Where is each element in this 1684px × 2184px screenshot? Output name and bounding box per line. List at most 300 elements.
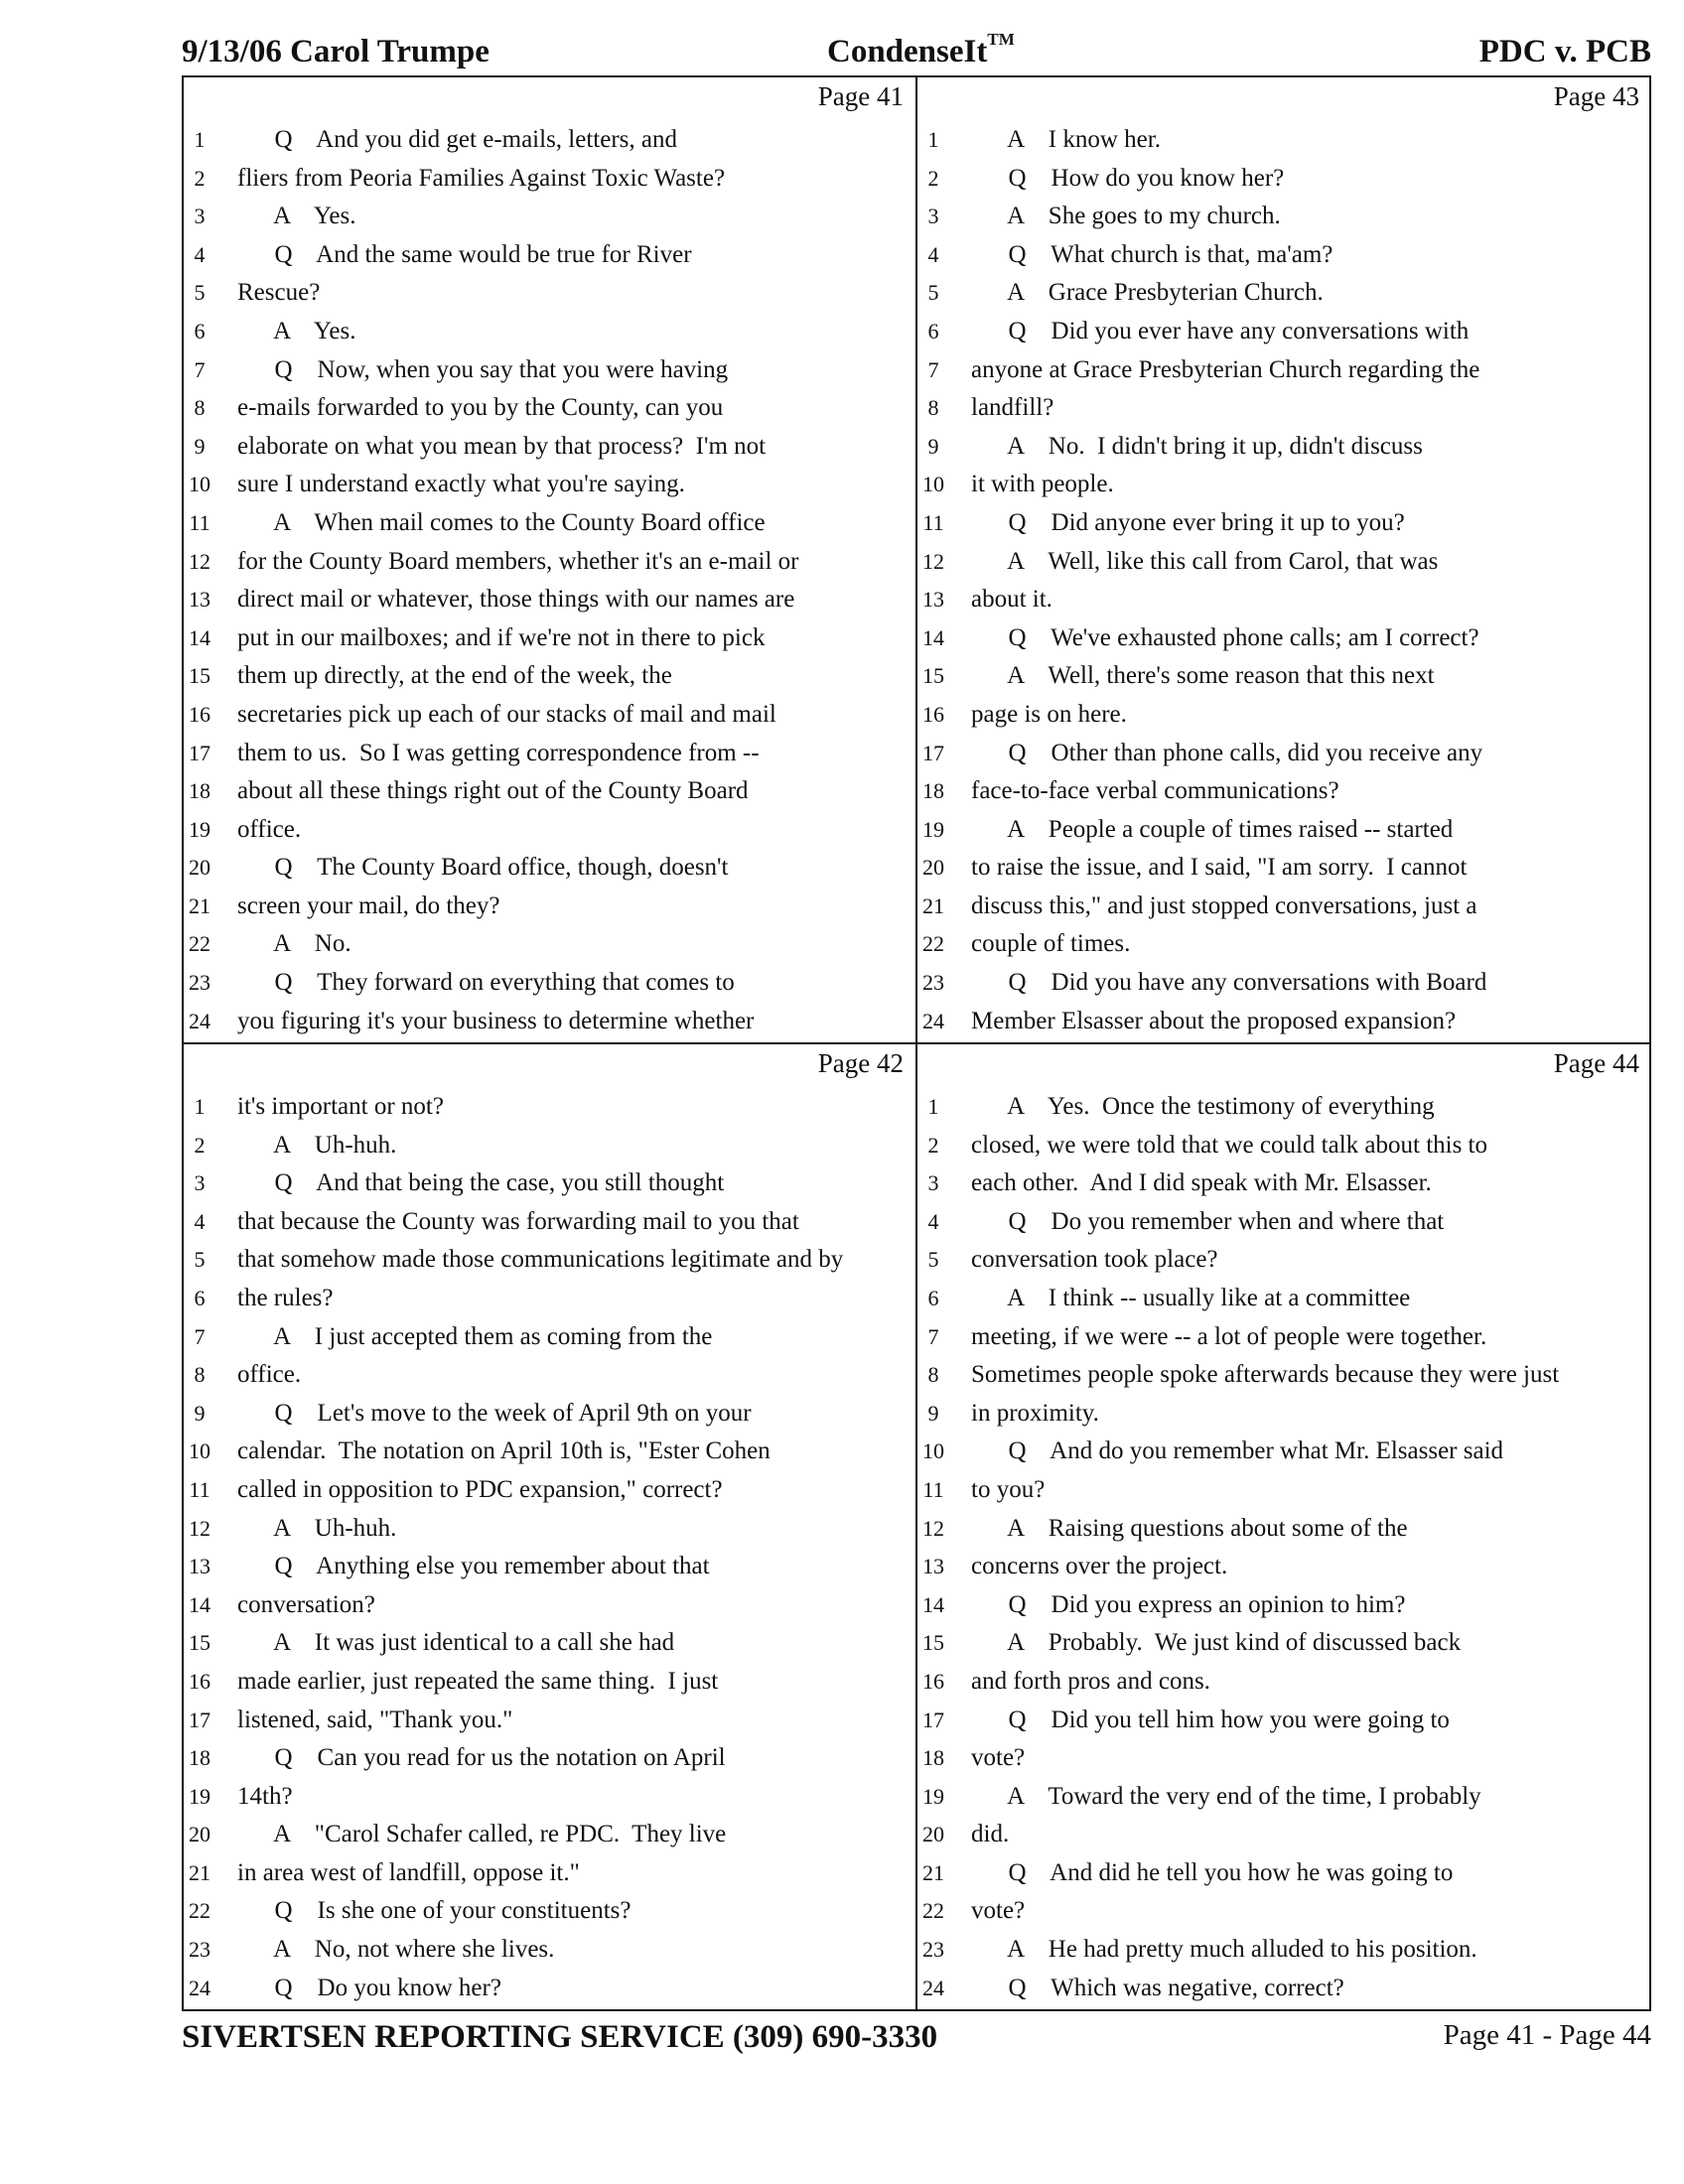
- line-number: 3: [194, 1170, 206, 1196]
- transcript-line: [917, 811, 1651, 850]
- line-number: 15: [922, 1630, 944, 1656]
- line-number: 20: [189, 855, 210, 881]
- line-number: 10: [189, 472, 210, 497]
- transcript-line: [917, 1356, 1651, 1395]
- transcript-line: [917, 1739, 1651, 1778]
- line-text: A She goes to my church.: [971, 203, 1281, 230]
- transcript-line: [917, 696, 1651, 735]
- transcript-line: [184, 160, 915, 199]
- line-number: 19: [189, 1783, 210, 1809]
- line-number: 13: [922, 1554, 944, 1579]
- line-text: that somehow made those communications legitimate and by: [237, 1246, 844, 1274]
- page-range: Page 41 - Page 44: [1443, 2019, 1651, 2051]
- line-text: Q We've exhausted phone calls; am I correct?: [971, 623, 1479, 651]
- line-number: 18: [922, 778, 944, 804]
- line-text: A Raising questions about some of the: [971, 1514, 1408, 1542]
- line-text: them to us. So I was getting correspondence from --: [237, 739, 760, 766]
- transcript-lines: [184, 1088, 915, 2007]
- line-text: A Yes.: [237, 203, 356, 230]
- transcript-line: [184, 1471, 915, 1510]
- transcript-grid: [182, 75, 1651, 2011]
- line-number: 12: [189, 1515, 210, 1541]
- line-text: for the County Board members, whether it's an e-mail or: [237, 547, 799, 575]
- line-text: Sometimes people spoke afterwards because they were just: [971, 1361, 1560, 1389]
- line-text: Q Did you have any conversations with Board: [971, 969, 1487, 997]
- line-text: A When mail comes to the County Board office: [237, 508, 766, 536]
- line-text: Q And that being the case, you still thought: [237, 1169, 725, 1197]
- line-number: 2: [194, 1132, 206, 1158]
- transcript-line: [917, 735, 1651, 773]
- line-number: 7: [927, 1323, 939, 1349]
- transcript-line: [184, 1970, 915, 2008]
- transcript-line: [917, 1088, 1651, 1127]
- line-number: 13: [189, 1554, 210, 1579]
- line-number: 3: [927, 204, 939, 229]
- line-number: 1: [927, 127, 939, 152]
- line-text: conversation took place?: [971, 1246, 1218, 1274]
- line-number: 3: [927, 1170, 939, 1196]
- deposition-title: 9/13/06 Carol Trumpe: [182, 34, 490, 69]
- line-text: page is on here.: [971, 700, 1127, 728]
- transcript-line: [917, 657, 1651, 696]
- line-number: 16: [189, 701, 210, 727]
- line-number: 14: [922, 1591, 944, 1617]
- line-number: 18: [189, 1745, 210, 1771]
- trademark-mark: TM: [987, 30, 1015, 49]
- line-number: 24: [922, 1975, 944, 2000]
- transcript-line: [184, 1778, 915, 1817]
- line-number: 11: [922, 509, 944, 535]
- line-number: 9: [194, 433, 206, 459]
- line-number: 1: [927, 1094, 939, 1119]
- line-number: 4: [927, 1208, 939, 1234]
- transcript-lines: [917, 121, 1651, 1040]
- transcript-line: [917, 849, 1651, 887]
- line-number: 23: [189, 1937, 210, 1963]
- transcript-line: [184, 313, 915, 351]
- page-number-label: Page 43: [1553, 81, 1639, 111]
- line-number: 11: [922, 1476, 944, 1502]
- transcript-line: [184, 198, 915, 236]
- line-text: A "Carol Schafer called, re PDC. They live: [237, 1821, 727, 1848]
- transcript-line: [184, 1586, 915, 1625]
- line-text: A No.: [237, 930, 351, 958]
- line-number: 5: [194, 280, 206, 306]
- transcript-line: [184, 351, 915, 390]
- line-text: face-to-face verbal communications?: [971, 777, 1339, 805]
- line-number: 8: [194, 1362, 206, 1388]
- line-number: 21: [922, 892, 944, 918]
- transcript-page-44: [917, 1044, 1651, 2011]
- line-number: 5: [927, 1247, 939, 1273]
- line-number: 23: [922, 970, 944, 996]
- transcript-line: [917, 351, 1651, 390]
- transcript-line: [184, 1280, 915, 1318]
- line-text: in area west of landfill, oppose it.": [237, 1858, 580, 1886]
- transcript-line: [184, 1510, 915, 1549]
- line-text: e-mails forwarded to you by the County, can you: [237, 394, 724, 422]
- transcript-lines: [184, 121, 915, 1040]
- line-text: listened, said, "Thank you.": [237, 1706, 513, 1733]
- line-text: it's important or not?: [237, 1093, 444, 1120]
- line-number: 13: [189, 587, 210, 613]
- transcript-line: [184, 581, 915, 619]
- transcript-line: [917, 1395, 1651, 1433]
- line-number: 12: [922, 1515, 944, 1541]
- line-number: 12: [922, 548, 944, 574]
- line-number: 2: [927, 165, 939, 191]
- line-number: 6: [194, 1285, 206, 1310]
- line-text: fliers from Peoria Families Against Toxic Waste?: [237, 164, 726, 192]
- line-number: 1: [194, 1094, 206, 1119]
- transcript-line: [917, 619, 1651, 658]
- line-text: Q Do you know her?: [237, 1974, 501, 2001]
- transcript-line: [184, 1931, 915, 1970]
- page-footer: [182, 2019, 1651, 2063]
- line-text: Q Can you read for us the notation on April: [237, 1744, 726, 1772]
- transcript-line: [917, 1548, 1651, 1586]
- transcript-line: [184, 735, 915, 773]
- transcript-line: [917, 964, 1651, 1003]
- line-number: 9: [927, 1400, 939, 1426]
- line-text: about all these things right out of the County Board: [237, 777, 749, 805]
- transcript-line: [917, 1778, 1651, 1817]
- line-text: Q Do you remember when and where that: [971, 1207, 1445, 1235]
- line-text: anyone at Grace Presbyterian Church regarding the: [971, 355, 1480, 383]
- transcript-line: [917, 428, 1651, 467]
- line-text: Q Let's move to the week of April 9th on your: [237, 1399, 752, 1427]
- line-text: A Toward the very end of the time, I probably: [971, 1782, 1481, 1810]
- transcript-line: [917, 313, 1651, 351]
- line-number: 8: [927, 395, 939, 421]
- line-text: Q Other than phone calls, did you receive any: [971, 739, 1483, 766]
- line-text: A Grace Presbyterian Church.: [971, 279, 1324, 307]
- line-number: 21: [922, 1859, 944, 1885]
- line-number: 14: [189, 624, 210, 650]
- line-text: office.: [237, 815, 302, 843]
- transcript-line: [184, 543, 915, 582]
- line-number: 22: [922, 1898, 944, 1924]
- line-text: Q What church is that, ma'am?: [971, 240, 1333, 268]
- line-number: 16: [922, 701, 944, 727]
- line-text: Q Now, when you say that you were having: [237, 355, 729, 383]
- line-text: office.: [237, 1361, 302, 1389]
- transcript-line: [917, 160, 1651, 199]
- line-number: 2: [194, 165, 206, 191]
- line-text: A I just accepted them as coming from the: [237, 1322, 713, 1350]
- line-number: 5: [194, 1247, 206, 1273]
- transcript-line: [184, 1164, 915, 1203]
- transcript-line: [917, 925, 1651, 964]
- line-number: 22: [189, 931, 210, 957]
- page-number-label: Page 44: [1553, 1048, 1639, 1078]
- transcript-line: [184, 619, 915, 658]
- transcript-line: [184, 1624, 915, 1663]
- line-number: 5: [927, 280, 939, 306]
- line-number: 17: [189, 1706, 210, 1732]
- transcript-line: [184, 1395, 915, 1433]
- line-number: 13: [922, 587, 944, 613]
- line-text: A No, not where she lives.: [237, 1936, 555, 1964]
- line-text: the rules?: [237, 1284, 334, 1311]
- transcript-page-42: [184, 1044, 915, 2011]
- line-number: 11: [189, 1476, 210, 1502]
- transcript-line: [184, 811, 915, 850]
- line-number: 19: [922, 1783, 944, 1809]
- line-text: each other. And I did speak with Mr. Elsasser.: [971, 1169, 1432, 1197]
- transcript-line: [184, 236, 915, 275]
- line-text: secretaries pick up each of our stacks of mail and mail: [237, 700, 776, 728]
- line-text: A No. I didn't bring it up, didn't discuss: [971, 432, 1423, 460]
- line-text: it with people.: [971, 471, 1114, 498]
- line-number: 23: [189, 970, 210, 996]
- page-number-label: Page 42: [817, 1048, 904, 1078]
- line-text: 14th?: [237, 1782, 293, 1810]
- line-text: to you?: [971, 1475, 1046, 1503]
- line-text: made earlier, just repeated the same thing. I just: [237, 1667, 719, 1695]
- line-number: 12: [189, 548, 210, 574]
- line-text: screen your mail, do they?: [237, 891, 500, 919]
- line-text: Q And did he tell you how he was going to: [971, 1858, 1454, 1886]
- brand-name: CondenseIt: [827, 34, 988, 69]
- line-number: 21: [189, 892, 210, 918]
- line-text: calendar. The notation on April 10th is, "Ester Cohen: [237, 1437, 771, 1465]
- line-text: Q They forward on everything that comes to: [237, 969, 735, 997]
- transcript-line: [917, 1586, 1651, 1625]
- line-text: A Yes.: [237, 317, 356, 344]
- line-number: 24: [922, 1008, 944, 1033]
- line-number: 11: [189, 509, 210, 535]
- line-text: couple of times.: [971, 930, 1131, 958]
- transcript-line: [184, 274, 915, 313]
- line-text: called in opposition to PDC expansion," correct?: [237, 1475, 723, 1503]
- line-text: landfill?: [971, 394, 1054, 422]
- transcript-line: [917, 1203, 1651, 1242]
- line-text: them up directly, at the end of the week, the: [237, 662, 672, 690]
- transcript-line: [917, 389, 1651, 428]
- line-number: 17: [922, 740, 944, 765]
- line-number: 20: [189, 1822, 210, 1847]
- line-text: Q And you did get e-mails, letters, and: [237, 126, 677, 153]
- line-text: closed, we were told that we could talk about this to: [971, 1131, 1488, 1159]
- line-text: vote?: [971, 1744, 1026, 1772]
- line-text: that because the County was forwarding mail to you that: [237, 1207, 799, 1235]
- line-text: Q Did you express an opinion to him?: [971, 1590, 1406, 1618]
- line-text: you figuring it's your business to determine whether: [237, 1007, 755, 1034]
- transcript-line: [184, 466, 915, 504]
- line-number: 15: [189, 663, 210, 689]
- transcript-line: [184, 1816, 915, 1854]
- line-text: A It was just identical to a call she had: [237, 1629, 675, 1657]
- line-number: 21: [189, 1859, 210, 1885]
- transcript-line: [184, 1854, 915, 1893]
- line-text: direct mail or whatever, those things with our names are: [237, 586, 795, 614]
- line-text: A Yes. Once the testimony of everything: [971, 1093, 1435, 1120]
- transcript-line: [184, 1433, 915, 1471]
- line-number: 22: [922, 931, 944, 957]
- transcript-line: [917, 1624, 1651, 1663]
- line-number: 19: [922, 816, 944, 842]
- line-text: did.: [971, 1821, 1010, 1848]
- line-text: Q And the same would be true for River: [237, 240, 692, 268]
- transcript-line: [184, 504, 915, 543]
- line-number: 18: [922, 1745, 944, 1771]
- line-number: 4: [194, 1208, 206, 1234]
- transcript-line: [917, 887, 1651, 926]
- transcript-line: [917, 1931, 1651, 1970]
- line-text: A He had pretty much alluded to his position.: [971, 1936, 1477, 1964]
- line-text: A I think -- usually like at a committee: [971, 1284, 1411, 1311]
- line-text: Rescue?: [237, 279, 321, 307]
- line-number: 8: [927, 1362, 939, 1388]
- line-number: 6: [194, 318, 206, 343]
- line-text: meeting, if we were -- a lot of people were together.: [971, 1322, 1487, 1350]
- transcript-line: [184, 849, 915, 887]
- transcript-line: [184, 887, 915, 926]
- transcript-line: [184, 657, 915, 696]
- line-number: 15: [189, 1630, 210, 1656]
- transcript-line: [917, 121, 1651, 160]
- line-number: 17: [922, 1706, 944, 1732]
- transcript-line: [917, 1970, 1651, 2008]
- line-text: and forth pros and cons.: [971, 1667, 1210, 1695]
- condenseit-brand: [827, 30, 1015, 70]
- page-number-label: Page 41: [817, 81, 904, 111]
- line-text: A Well, like this call from Carol, that was: [971, 547, 1439, 575]
- transcript-line: [917, 1471, 1651, 1510]
- transcript-line: [917, 504, 1651, 543]
- line-number: 14: [189, 1591, 210, 1617]
- transcript-line: [917, 772, 1651, 811]
- transcript-line: [917, 1433, 1651, 1471]
- transcript-line: [184, 1241, 915, 1280]
- transcript-line: [184, 1702, 915, 1740]
- line-number: 23: [922, 1937, 944, 1963]
- reporting-service: SIVERTSEN REPORTING SERVICE (309) 690-3330: [182, 2019, 938, 2055]
- line-text: Q Did anyone ever bring it up to you?: [971, 508, 1405, 536]
- line-text: Q Anything else you remember about that: [237, 1553, 710, 1580]
- line-text: Q And do you remember what Mr. Elsasser said: [971, 1437, 1504, 1465]
- line-number: 15: [922, 663, 944, 689]
- line-number: 10: [922, 1438, 944, 1464]
- line-text: vote?: [971, 1897, 1026, 1925]
- transcript-line: [917, 274, 1651, 313]
- transcript-line: [184, 1088, 915, 1127]
- line-number: 19: [189, 816, 210, 842]
- line-number: 7: [194, 356, 206, 382]
- line-number: 18: [189, 778, 210, 804]
- transcript-line: [917, 543, 1651, 582]
- line-text: in proximity.: [971, 1399, 1099, 1427]
- line-text: A Well, there's some reason that this next: [971, 662, 1435, 690]
- line-text: Member Elsasser about the proposed expansion?: [971, 1007, 1457, 1034]
- transcript-line: [184, 925, 915, 964]
- transcript-line: [184, 1739, 915, 1778]
- transcript-line: [917, 1164, 1651, 1203]
- transcript-line: [917, 1003, 1651, 1041]
- line-text: A People a couple of times raised -- started: [971, 815, 1454, 843]
- transcript-line: [184, 121, 915, 160]
- line-number: 17: [189, 740, 210, 765]
- transcript-line: [917, 1892, 1651, 1931]
- line-number: 10: [922, 472, 944, 497]
- transcript-line: [184, 1892, 915, 1931]
- line-text: elaborate on what you mean by that process? I'm not: [237, 432, 767, 460]
- transcript-line: [184, 428, 915, 467]
- transcript-line: [917, 1854, 1651, 1893]
- line-text: conversation?: [237, 1590, 375, 1618]
- line-number: 20: [922, 1822, 944, 1847]
- transcript-line: [917, 1318, 1651, 1357]
- line-number: 10: [189, 1438, 210, 1464]
- transcript-line: [917, 1663, 1651, 1702]
- transcript-line: [184, 1356, 915, 1395]
- transcript-line: [917, 1241, 1651, 1280]
- line-text: discuss this," and just stopped conversations, just a: [971, 891, 1477, 919]
- transcript-line: [184, 1127, 915, 1165]
- line-number: 7: [194, 1323, 206, 1349]
- transcript-line: [917, 1816, 1651, 1854]
- line-text: about it.: [971, 586, 1052, 614]
- transcript-lines: [917, 1088, 1651, 2007]
- line-number: 4: [194, 241, 206, 267]
- line-number: 1: [194, 127, 206, 152]
- line-number: 4: [927, 241, 939, 267]
- transcript-line: [917, 1280, 1651, 1318]
- transcript-line: [917, 466, 1651, 504]
- line-number: 20: [922, 855, 944, 881]
- line-text: Q The County Board office, though, doesn't: [237, 854, 729, 882]
- line-text: Q Did you tell him how you were going to: [971, 1706, 1450, 1733]
- line-text: put in our mailboxes; and if we're not in there to pick: [237, 623, 766, 651]
- line-text: sure I understand exactly what you're saying.: [237, 471, 685, 498]
- line-text: A Uh-huh.: [237, 1131, 397, 1159]
- line-text: concerns over the project.: [971, 1553, 1228, 1580]
- transcript-line: [917, 1127, 1651, 1165]
- transcript-line: [917, 198, 1651, 236]
- line-number: 6: [927, 1285, 939, 1310]
- line-number: 24: [189, 1975, 210, 2000]
- line-number: 7: [927, 356, 939, 382]
- transcript-line: [184, 964, 915, 1003]
- line-number: 24: [189, 1008, 210, 1033]
- line-text: to raise the issue, and I said, "I am sorry. I cannot: [971, 854, 1468, 882]
- transcript-line: [917, 1702, 1651, 1740]
- transcript-page-41: [184, 77, 915, 1042]
- line-number: 22: [189, 1898, 210, 1924]
- line-number: 3: [194, 204, 206, 229]
- transcript-line: [184, 1003, 915, 1041]
- line-text: A Probably. We just kind of discussed back: [971, 1629, 1462, 1657]
- transcript-line: [917, 1510, 1651, 1549]
- transcript-line: [184, 1663, 915, 1702]
- transcript-line: [917, 581, 1651, 619]
- line-text: Q Is she one of your constituents?: [237, 1897, 632, 1925]
- line-number: 16: [189, 1668, 210, 1694]
- line-number: 9: [927, 433, 939, 459]
- line-number: 16: [922, 1668, 944, 1694]
- transcript-page-43: [917, 77, 1651, 1042]
- transcript-line: [184, 1548, 915, 1586]
- line-text: Q Which was negative, correct?: [971, 1974, 1344, 2001]
- line-text: A Uh-huh.: [237, 1514, 397, 1542]
- transcript-line: [184, 772, 915, 811]
- transcript-line: [184, 696, 915, 735]
- page-header: [182, 30, 1651, 73]
- line-number: 9: [194, 1400, 206, 1426]
- line-text: A I know her.: [971, 126, 1161, 153]
- transcript-line: [917, 236, 1651, 275]
